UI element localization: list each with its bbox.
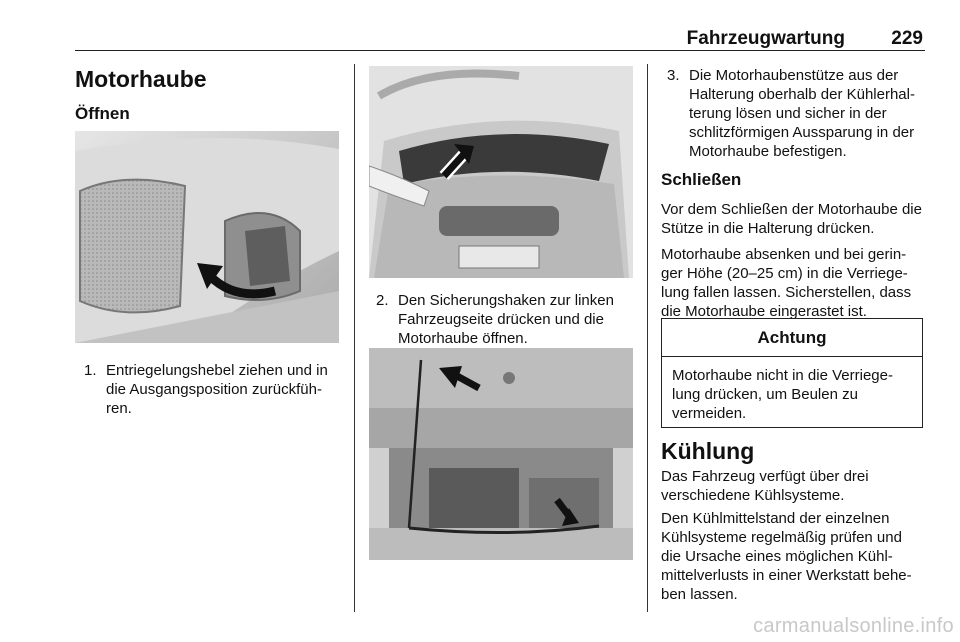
column-divider-left — [354, 64, 355, 612]
notice-box — [661, 318, 923, 428]
notice-title: Achtung — [662, 319, 922, 357]
paragraph-closing-2: Motorhaube absenken und bei gerin-ger Höhe (20–25 cm) in die Verriege-lung fallen lassen. Sicherstellen, dass die Motorhaube eingerastet ist. — [661, 246, 912, 320]
arrow-down-icon — [369, 348, 633, 560]
notice-text: Motorhaube nicht in die Verriege-lung drücken, um Beulen zu vermeiden. — [672, 367, 893, 422]
subheading-schliessen: Schließen — [661, 170, 742, 189]
arrow-up-right-icon — [369, 66, 633, 278]
section-heading-kuehlung: Kühlung — [661, 438, 755, 464]
section-heading-motorhaube: Motorhaube — [75, 66, 207, 92]
page-number: 229 — [891, 28, 923, 49]
paragraph-cooling-2: Den Kühlmittelstand der einzelnen Kühlsysteme regelmäßig prüfen und die Ursache eines möglichen Kühl-mittelverlusts in einer Werkstatt behe-ben lassen. — [661, 510, 912, 603]
curved-arrow-icon — [75, 131, 339, 343]
figure-release-lever — [75, 131, 339, 343]
figure-open-hood — [369, 66, 633, 278]
list-item-step2: 2. Den Sicherungshaken zur linken Fahrzeugseite drücken und die Motorhaube öffnen. — [376, 292, 614, 347]
paragraph-closing-1: Vor dem Schließen der Motorhaube die Stütze in die Halterung drücken. — [661, 201, 922, 237]
figure-engine-bay — [369, 348, 633, 560]
list-item-step1: 1. Entriegelungshebel ziehen und in die Ausgangsposition zurückfüh-ren. — [84, 362, 328, 417]
chapter-title: Fahrzeugwartung — [686, 28, 845, 49]
column-divider-right — [647, 64, 648, 612]
list-item-step3: 3. Die Motorhaubenstütze aus der Halterung oberhalb der Kühlerhal-terung lösen und sicher in der schlitzförmigen Aussparung in der Motorhaube befestigen. — [667, 67, 915, 160]
watermark: carmanualsonline.info — [753, 615, 954, 637]
page-header — [75, 26, 925, 51]
paragraph-cooling-1: Das Fahrzeug verfügt über drei verschiedene Kühlsysteme. — [661, 468, 869, 504]
subheading-oeffnen: Öffnen — [75, 104, 130, 123]
